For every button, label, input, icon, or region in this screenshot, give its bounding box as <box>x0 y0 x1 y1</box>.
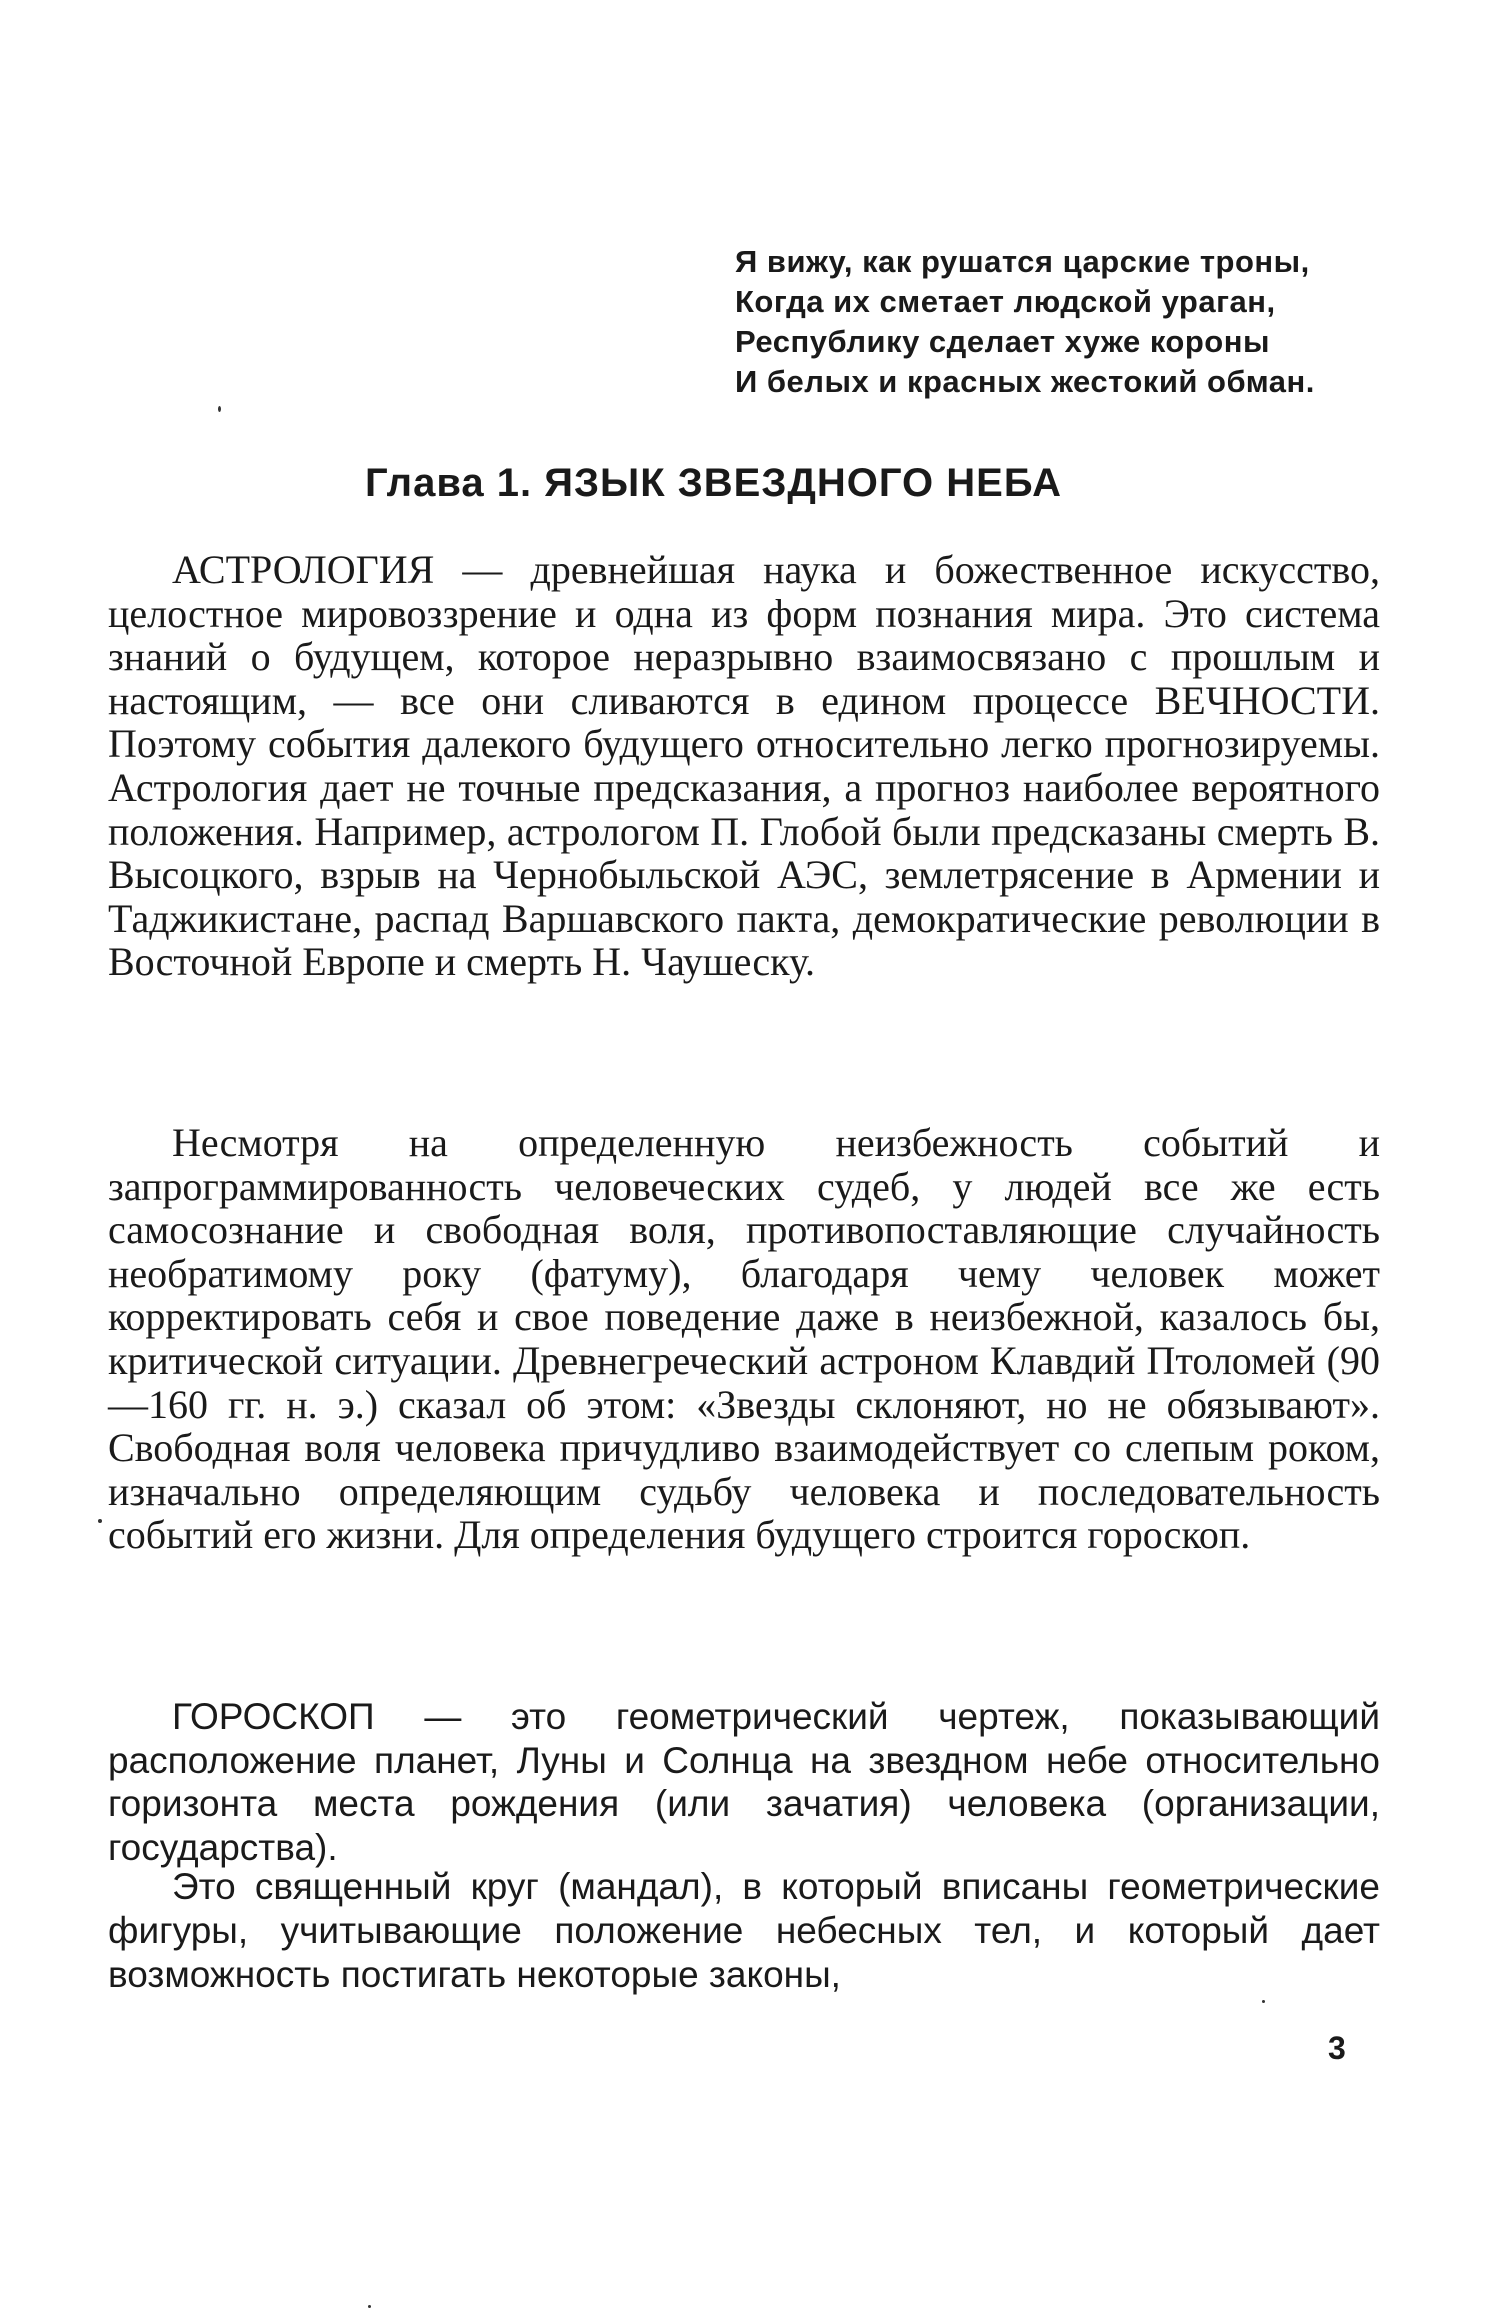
scan-speck <box>98 1519 102 1523</box>
paragraph-astrology: АСТРОЛОГИЯ — древнейшая наука и божественное искусство, целостное мировоззрение и одна из форм познания мира. Это система знаний о будущем, которое неразрывно взаимосвязано с прошлым и настоящим, — все они сливаются в едином процессе ВЕЧНОСТИ. Поэтому события далекого будущего относительно легко прогнозируемы. Астрология дает не точные предсказания, а прогноз наиболее вероятного положения. Например, астрологом П. Глобой были предсказаны смерть В. Высоцкого, взрыв на Чернобыльской АЭС, землетрясение в Армении и Таджикистане, распад Варшавского пакта, демократические революции в Восточной Европе и смерть Н. Чаушеску. <box>108 547 1380 985</box>
epigraph <box>735 242 1395 402</box>
paragraph-horoscope: ГОРОСКОП — это геометрический чертеж, показывающий расположение планет, Луны и Солнца на звездном небе относительно горизонта места рождения (или зачатия) человека (организации, государства). <box>108 1696 1380 1868</box>
epigraph-line: Когда их сметает людской ураган, <box>735 284 1276 319</box>
page-number: 3 <box>1328 2030 1346 2066</box>
paragraph-mandala: Это священный круг (мандал), в который вписаны геометрические фигуры, учитывающие положение небесных тел, и который дает возможность постигать некоторые законы, <box>108 1866 1380 1995</box>
scan-speck <box>1262 2000 1265 2003</box>
epigraph-line: И белых и красных жестокий обман. <box>735 364 1315 399</box>
scan-speck <box>218 406 221 412</box>
epigraph-line: Я вижу, как рушатся царские троны, <box>735 244 1310 279</box>
scan-speck <box>368 2305 371 2308</box>
chapter-title: Глава 1. ЯЗЫК ЗВЕЗДНОГО НЕБА <box>365 461 1062 505</box>
paragraph-free-will: Несмотря на определенную неизбежность событий и запрограммированность человеческих судеб, у людей все же есть самосознание и свободная воля, противопоставляющие случайность необратимому року (фатуму), благодаря чему человек может корректировать себя и свое поведение даже в неизбежной, казалось бы, критической ситуации. Древнегреческий астроном Клавдий Птоломей (90—160 гг. н. э.) сказал об этом: «Звезды склоняют, но не обязывают». Свободная воля человека причудливо взаимодействует со слепым роком, изначально определяющим судьбу человека и последовательность событий его жизни. Для определения будущего строится гороскоп. <box>108 1120 1380 1558</box>
epigraph-line: Республику сделает хуже короны <box>735 324 1270 359</box>
